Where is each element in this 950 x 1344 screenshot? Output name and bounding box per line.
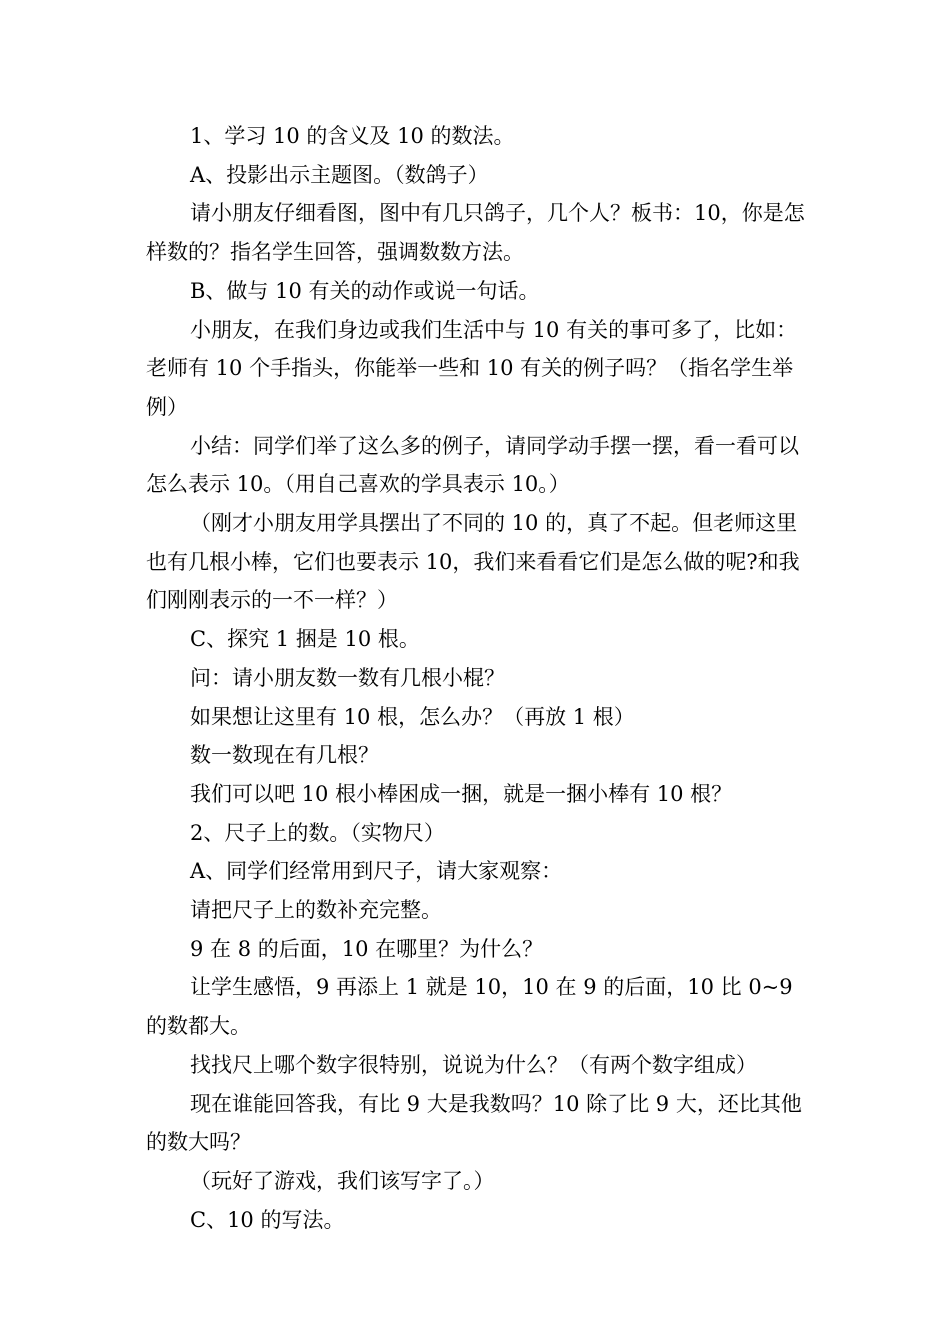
paragraph: 小朋友，在我们身边或我们生活中与 10 有关的事可多了，比如：老师有 10 个手指头，你能举一些和 10 有关的例子吗？（指名学生举例） [146,317,798,419]
paragraph: 9 在 8 的后面，10 在哪里？为什么？ [190,936,544,961]
paragraph: 我们可以吧 10 根小棒困成一捆，就是一捆小棒有 10 根？ [190,781,733,806]
paragraph: 2、尺子上的数。（实物尺） [190,820,445,845]
paragraph: 让学生感悟，9 再添上 1 就是 10，10 在 9 的后面，10 比 0~9 的数都大。 [146,975,793,1039]
paragraph: 请把尺子上的数补充完整。 [190,898,442,923]
paragraph: 小结：同学们举了这么多的例子，请同学动手摆一摆，看一看可以怎么表示 10。（用自己喜欢的学具表示 10。） [146,433,799,497]
paragraph: 1、学习 10 的含义及 10 的数法。 [190,124,515,148]
paragraph: 找找尺上哪个数字很特别，说说为什么？（有两个数字组成） [190,1052,757,1077]
paragraph: 现在谁能回答我，有比 9 大是我数吗？10 除了比 9 大，还比其他的数大吗？ [146,1091,802,1155]
paragraph: C、探究 1 捆是 10 根。 [190,627,420,652]
paragraph: 问：请小朋友数一数有几根小棍？ [190,665,505,690]
paragraph: （玩好了游戏，我们该写字了。） [190,1168,495,1193]
document-body [146,117,816,1239]
paragraph: C、10 的写法。 [190,1207,345,1232]
paragraph: A、投影出示主题图。（数鸽子） [190,162,489,187]
paragraph: A、同学们经常用到尺子，请大家观察： [190,859,563,884]
paragraph: （刚才小朋友用学具摆出了不同的 10 的，真了不起。但老师这里也有几根小棒，它们也要表示 10，我们来看看它们是怎么做的呢?和我们刚刚表示的一不一样？） [146,511,800,613]
paragraph: 如果想让这里有 10 根，怎么办？（再放 1 根） [190,704,635,729]
paragraph: 数一数现在有几根？ [190,743,379,768]
paragraph: B、做与 10 有关的动作或说一句话。 [190,278,540,303]
paragraph: 请小朋友仔细看图，图中有几只鸽子，几个人？板书：10，你是怎样数的？指名学生回答，强调数数方法。 [146,201,805,265]
